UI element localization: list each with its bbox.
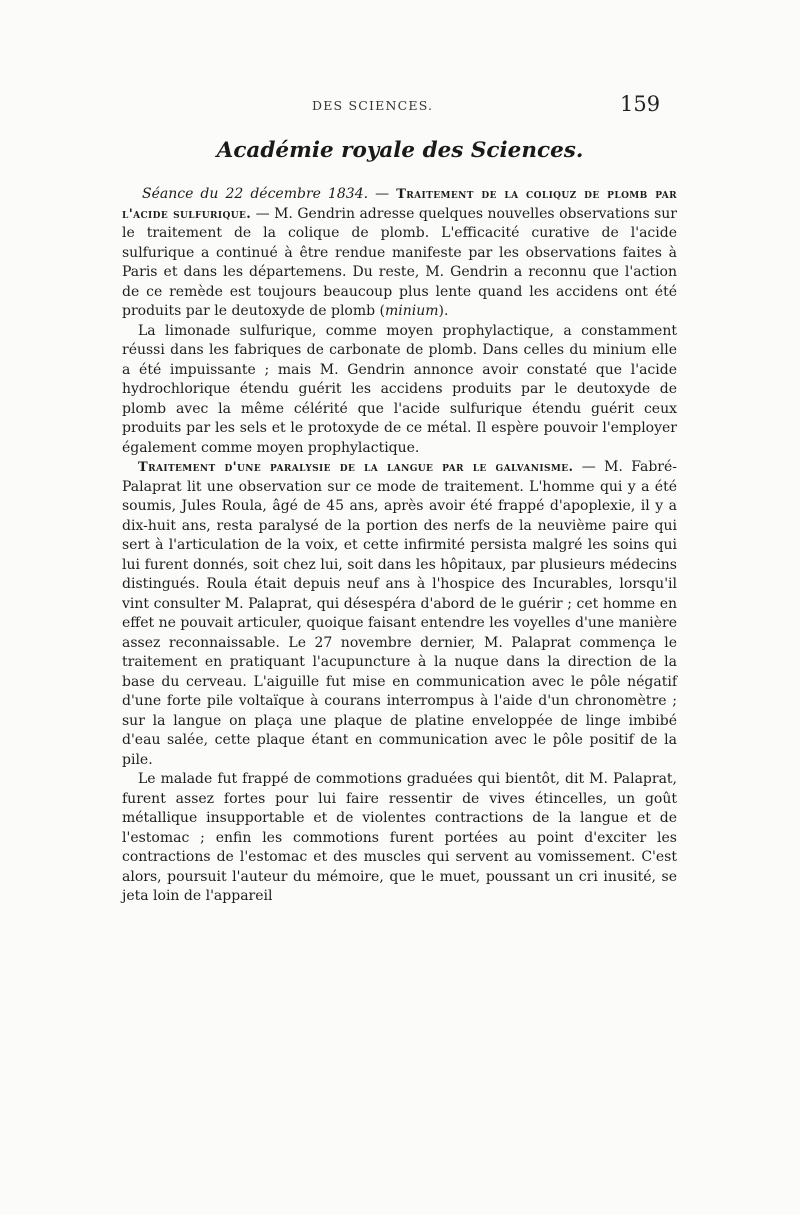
running-head: DES SCIENCES. <box>312 98 434 113</box>
paragraph-text: — M. Fabré-Palaprat lit une observation sur ce mode de traitement. L'homme qui y a été soumis, Jules Roula, âgé de 45 ans, après avoir été frappé d'apoplexie, il y a dix-huit ans, resta paralysé de la portion des nerfs de la neuvième paire qui sert à l'articulation de la voix, et cette infirmité persista malgré les soins qui lui furent donnés, soit chez lui, soit dans les hôpitaux, par plusieurs médecins distingués. Roula était depuis neuf ans à l'hospice des Incurables, lorsqu'il vint consulter M. Palaprat, qui désespéra d'abord de le guérir ; cet homme en effet ne pouvait articuler, quoique faisant entendre les voyelles d'une manière assez reconnaissable. Le 27 novembre dernier, M. Palaprat commença le traitement en pratiquant l'acupuncture à la nuque dans la direction de la base du cerveau. L'aiguille fut mise en communication avec le pôle négatif d'une forte pile voltaïque à courans interrompus à l'aide d'un chronomètre ; sur la langue on plaça une plaque de platine enveloppée de linge imbibé d'eau salée, cette plaque étant en communication avec le pôle positif de la pile. <box>122 459 678 768</box>
paragraph <box>122 185 677 322</box>
paragraph-text: — M. Gendrin adresse quelques nouvelles observations sur le traitement de la colique de plomb. L'efficacité curative de l'acide sulfurique a continué à être rendue manifeste par les observations faites à Paris et dans les départemens. Du reste, M. Gendrin a reconnu que l'action de ce remède est toujours beaucoup plus lente quand les accidens ont été produits par le deutoxyde de plomb ( <box>122 205 677 319</box>
paragraph-text-end: ). <box>438 303 449 319</box>
dash: — <box>368 186 397 202</box>
paragraph-text: Le malade fut frappé de commotions graduées qui bientôt, dit M. Palaprat, furent assez fortes pour lui faire ressentir de vives étincelles, un goût métallique insupportable et de violentes contractions de la langue et de l'estomac ; enfin les commotions furent portées au point d'exciter les contractions de l'estomac et des muscles qui servent au vomissement. C'est alors, poursuit l'auteur du mémoire, que le muet, poussant un cri inusité, se jeta loin de l'appareil <box>122 771 677 904</box>
session-date: Séance du 22 décembre 1834. <box>142 186 369 202</box>
article-body <box>122 185 677 907</box>
italic-term: minium <box>385 303 439 319</box>
paragraph <box>122 770 677 907</box>
paragraph <box>122 458 677 770</box>
subsection-heading: Traitement d'une paralysie de la langue par le galvanisme. <box>138 460 574 475</box>
page-number: 159 <box>620 92 661 116</box>
section-title: Académie royale des Sciences. <box>216 138 584 163</box>
paragraph-text: La limonade sulfurique, comme moyen prophylactique, a constamment réussi dans les fabriques de carbonate de plomb. Dans celles du minium elle a été impuissante ; mais M. Gendrin annonce avoir constaté que l'acide hydrochlorique étendu guérit les accidens produits par le deutoxyde de plomb avec la même célérité que l'acide sulfurique étendu guérit ceux produits par les sels et le protoxyde de ce métal. Il espère pouvoir l'employer également comme moyen prophylactique. <box>122 322 677 456</box>
subsection-heading: Traitement de la coliquz de plomb par l'acide sulfurique. <box>122 187 677 222</box>
paragraph <box>122 322 677 459</box>
